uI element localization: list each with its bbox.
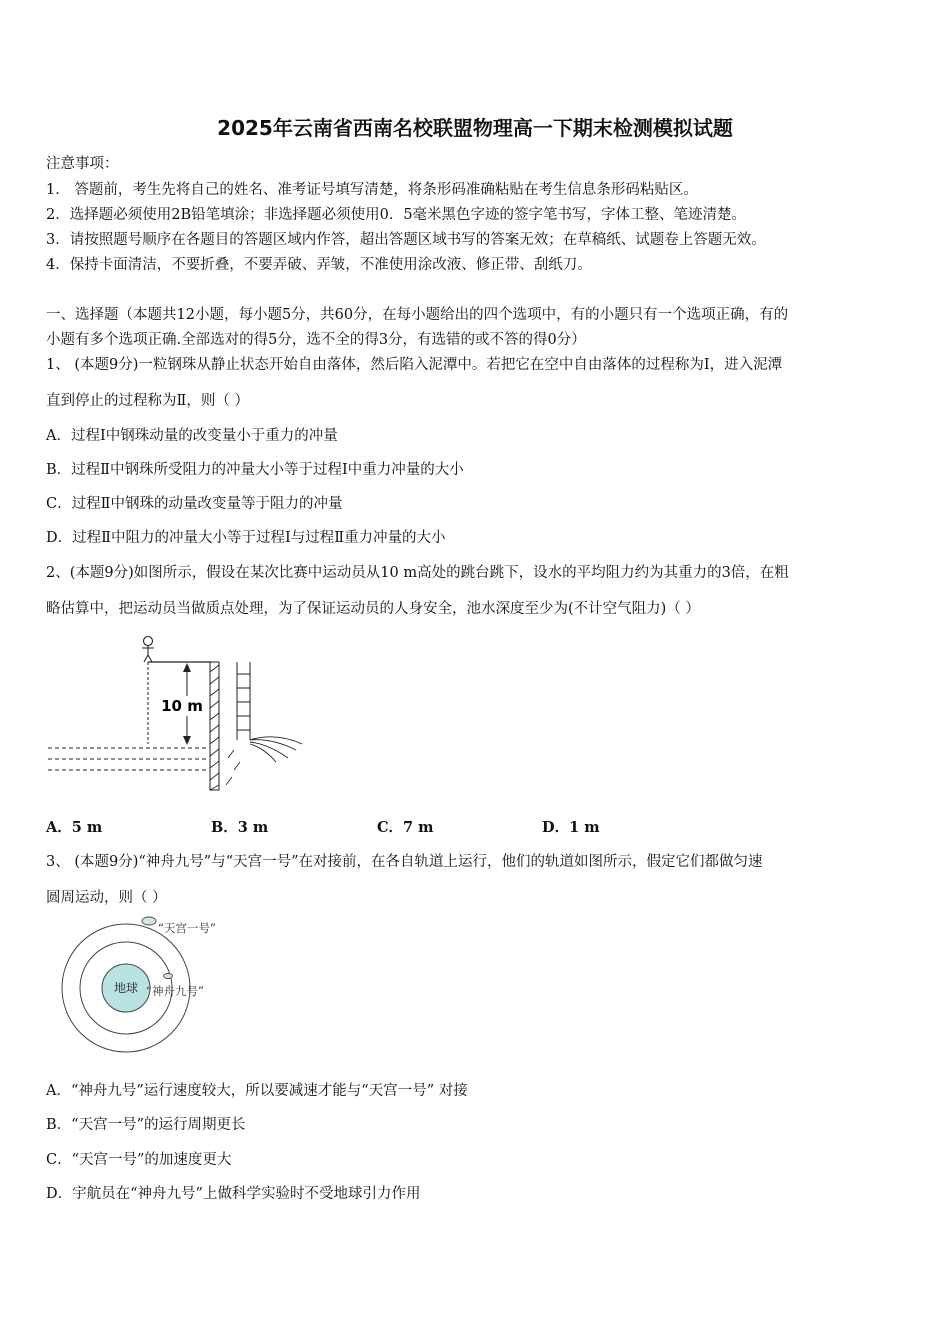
page-title: 2025年云南省西南名校联盟物理高一下期末检测模拟试题 — [217, 116, 733, 140]
q2-option-d: D．1 m — [542, 819, 600, 836]
section-heading-line1: 一、选择题（本题共12小题，每小题5分，共60分，在每小题给出的四个选项中，有的小题只有一个选项正确，有的 — [46, 307, 789, 323]
tiangong-label: “天宫一号” — [158, 921, 216, 935]
q3-option-b: B．“天宫一号”的运行周期更长 — [46, 1117, 246, 1133]
notice-item: 4．保持卡面清洁，不要折叠，不要弄破、弄皱，不准使用涂改液、修正带、刮纸刀。 — [46, 257, 592, 273]
q3-option-c: C．“天宫一号”的加速度更大 — [46, 1152, 232, 1168]
notice-heading: 注意事项： — [46, 156, 119, 172]
q3-stem-line2: 圆周运动，则（ ） — [46, 890, 167, 906]
q2-option-c: C．7 m — [377, 819, 434, 836]
notice-item: 3．请按照题号顺序在各题目的答题区域内作答，超出答题区域书写的答案无效；在草稿纸、试题卷上答题无效。 — [46, 232, 766, 248]
diving-platform-figure — [44, 632, 304, 794]
q2-stem-line2: 略估算中，把运动员当做质点处理，为了保证运动员的人身安全，池水深度至少为(不计空气阻力)（ ） — [46, 601, 700, 617]
diver-head — [144, 637, 153, 646]
notice-item: 2．选择题必须使用2B铅笔填涂；非选择题必须使用0．5毫米黑色字迹的签字笔书写，字体工整、笔迹清楚。 — [46, 207, 747, 223]
notice-item: 1． 答题前，考生先将自己的姓名、准考证号填写清楚，将条形码准确粘贴在考生信息条形码粘贴区。 — [46, 182, 698, 198]
q3-stem-line1: 3、 (本题9分)“神舟九号”与“天宫一号”在对接前，在各自轨道上运行，他们的轨道如图所示，假定它们都做匀速 — [46, 854, 763, 870]
shenzhou-label: “神舟九号” — [146, 984, 204, 998]
q1-option-d: D．过程Ⅱ中阻力的冲量大小等于过程Ⅰ与过程Ⅱ重力冲量的大小 — [46, 530, 446, 546]
q1-option-a: A．过程Ⅰ中钢珠动量的改变量小于重力的冲量 — [46, 428, 338, 444]
q3-option-a: A．“神舟九号”运行速度较大，所以要减速才能与“天宫一号” 对接 — [46, 1083, 468, 1099]
height-label: 10 m — [161, 697, 203, 715]
earth-label: 地球 — [113, 981, 139, 995]
q2-stem-line1: 2、(本题9分)如图所示，假设在某次比赛中运动员从10 m高处的跳台跳下，设水的平均阻力约为其重力的3倍，在粗 — [46, 565, 789, 581]
q1-stem-line2: 直到停止的过程称为Ⅱ，则（ ） — [46, 393, 249, 409]
q3-option-d: D．宇航员在“神舟九号”上做科学实验时不受地球引力作用 — [46, 1186, 421, 1202]
q2-option-a: A．5 m — [46, 819, 103, 836]
q1-stem-line1: 1、 (本题9分)一粒钢珠从静止状态开始自由落体，然后陷入泥潭中。若把它在空中自由落体的过程称为Ⅰ，进入泥潭 — [46, 357, 783, 373]
shenzhou-satellite — [164, 974, 173, 979]
grass — [250, 737, 302, 762]
section-heading-line2: 小题有多个选项正确.全部选对的得5分，选不全的得3分，有选错的或不答的得0分） — [46, 332, 586, 348]
diver-body — [142, 646, 154, 663]
arrow-head-down — [183, 736, 191, 745]
q1-option-c: C．过程Ⅱ中钢珠的动量改变量等于阻力的冲量 — [46, 496, 343, 512]
q2-option-b: B．3 m — [211, 819, 269, 836]
q1-option-b: B．过程Ⅱ中钢珠所受阻力的冲量大小等于过程Ⅰ中重力冲量的大小 — [46, 462, 464, 478]
arrow-head-up — [183, 663, 191, 672]
tiangong-satellite — [142, 917, 156, 925]
orbit-figure — [56, 912, 246, 1060]
